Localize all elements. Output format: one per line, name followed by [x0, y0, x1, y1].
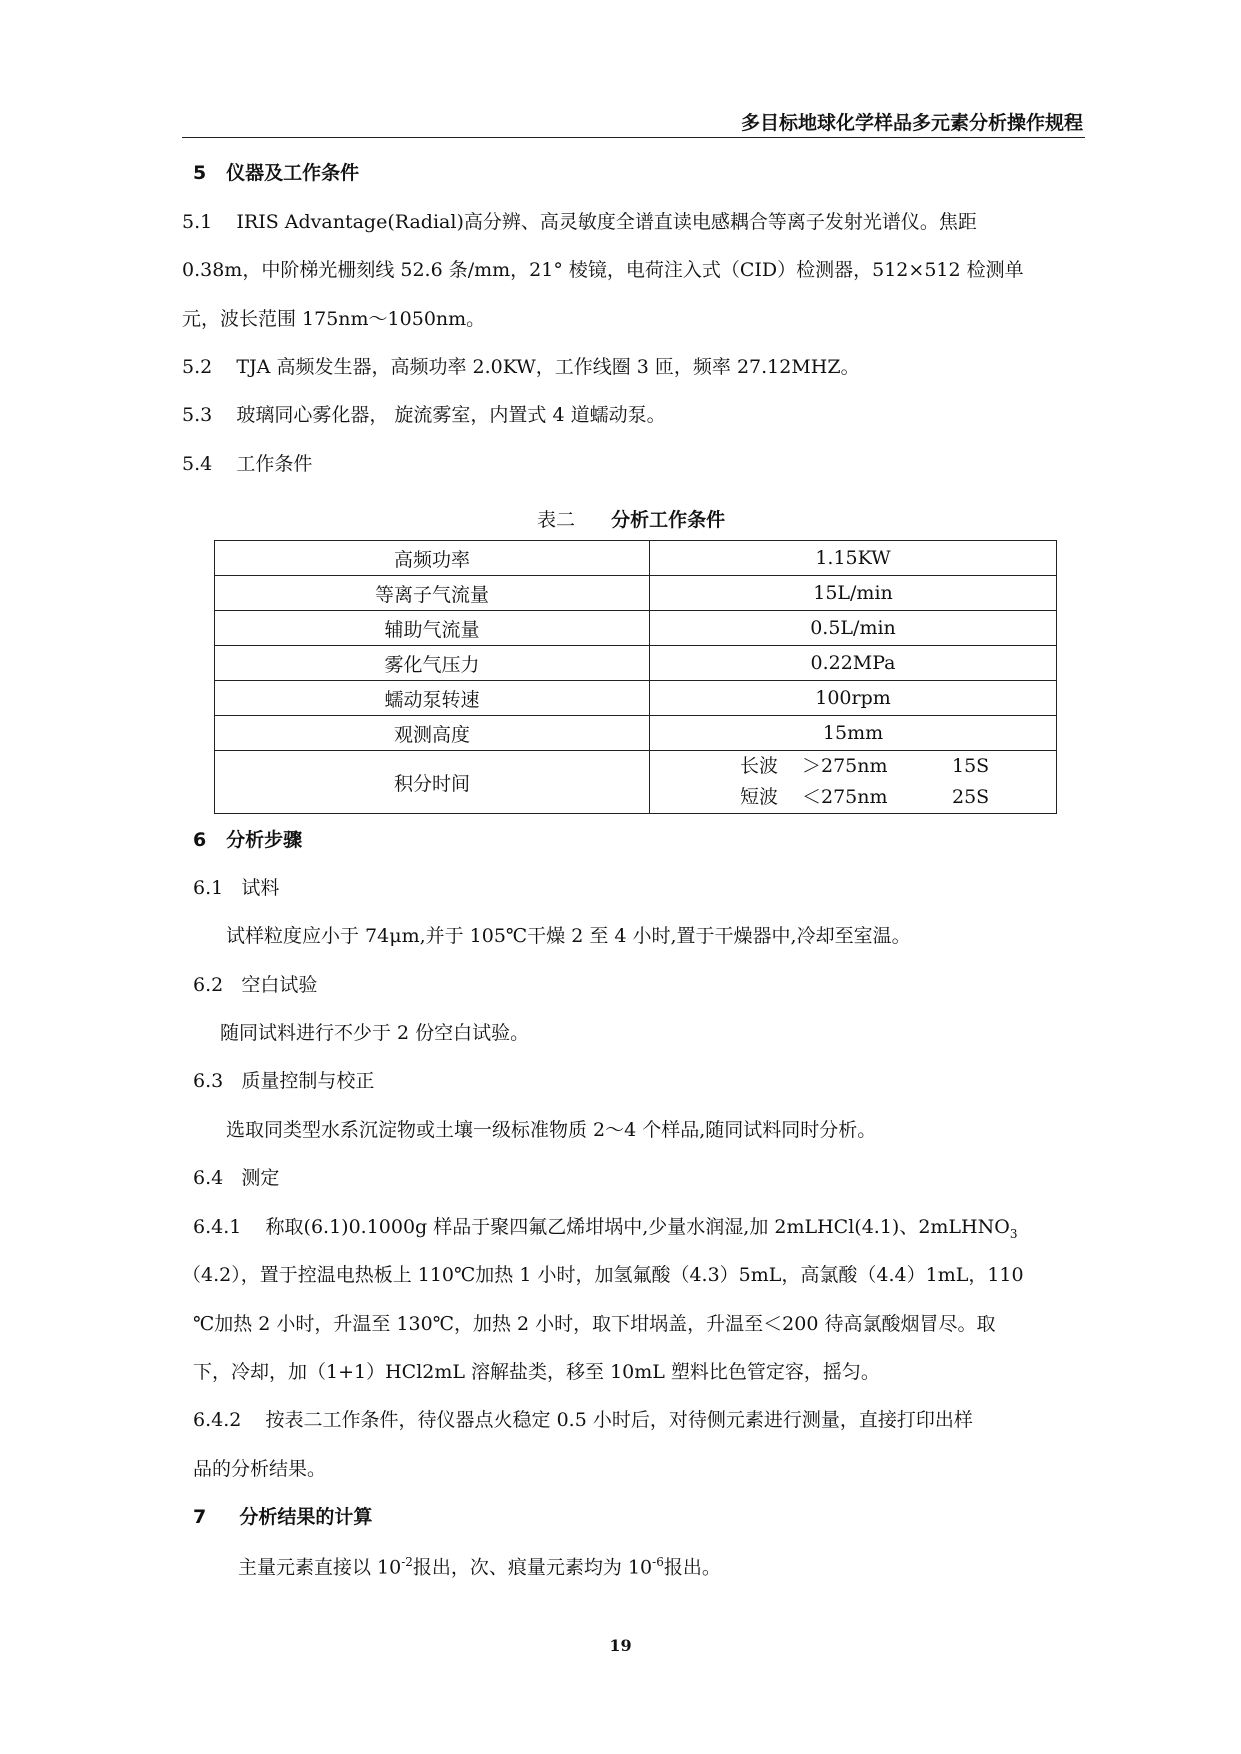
section-7-heading: [193, 1508, 372, 1527]
section-title: 分析步骤: [226, 829, 303, 851]
para-5-1-line3: 元，波长范围 175nm～1050nm。: [182, 308, 486, 330]
clause-text: IRIS Advantage(Radial)高分辨、高灵敏度全谱直读电感耦合等离子发射光谱仪。焦距: [236, 211, 977, 233]
long-wave-time: 15S: [952, 755, 990, 777]
clause-6-4-heading: [193, 1169, 279, 1188]
long-wave-line: [650, 751, 1056, 782]
value-cell: 0.22MPa: [650, 646, 1057, 681]
value-cell: 0.5L/min: [650, 611, 1057, 646]
clause-text: 玻璃同心雾化器， 旋流雾室，内置式 4 道蠕动泵。: [236, 404, 666, 426]
para-6-4-2-line2: 品的分析结果。: [193, 1458, 327, 1480]
table-row-integration: [215, 751, 1057, 814]
table-row: [215, 681, 1057, 716]
table-caption: [537, 505, 725, 532]
table-caption-number: 表二: [537, 509, 576, 531]
section-number: 7: [193, 1506, 207, 1528]
param-cell: 观测高度: [215, 716, 650, 751]
param-cell: 辅助气流量: [215, 611, 650, 646]
short-wave-line: [650, 782, 1056, 813]
para-6-4-1-line2: （4.2），置于控温电热板上 110℃加热 1 小时，加氢氟酸（4.3）5mL，高氯酸（4.4）1mL，110: [182, 1264, 1024, 1286]
clause-title: 试料: [241, 877, 280, 899]
table-caption-title: 分析工作条件: [611, 509, 726, 531]
param-cell: 雾化气压力: [215, 646, 650, 681]
clause-number: 5.3: [182, 404, 213, 426]
clause-6-3-heading: [193, 1072, 374, 1091]
para-5-1-line1: [182, 213, 977, 232]
table-row: [215, 541, 1057, 576]
long-wave-name: 长波: [740, 755, 779, 777]
integration-value-cell: [650, 751, 1057, 814]
clause-number: 6.3: [193, 1070, 224, 1092]
working-conditions-table: [214, 540, 1057, 814]
section-title: 仪器及工作条件: [226, 162, 360, 184]
short-wave-name: 短波: [740, 786, 779, 808]
short-wave-condition: ＜275nm: [802, 786, 888, 808]
clause-title: 质量控制与校正: [241, 1070, 375, 1092]
para-6-4-2-line1: [193, 1411, 973, 1430]
para-6-4-1-line1: [193, 1218, 1017, 1240]
value-cell: 15mm: [650, 716, 1057, 751]
para-6-1: 试样粒度应小于 74μm,并于 105℃干燥 2 至 4 小时,置于干燥器中,冷却至室温。: [226, 925, 911, 947]
table-row: [215, 716, 1057, 751]
short-wave-time: 25S: [952, 786, 990, 808]
text-run: 报出。: [663, 1556, 721, 1579]
clause-title: 测定: [241, 1167, 280, 1189]
para-5-1-line2: 0.38m，中阶梯光栅刻线 52.6 条/mm，21° 棱镜，电荷注入式（CID）检测器，512×512 检测单: [182, 259, 1024, 281]
text-run: 主量元素直接以 10: [238, 1556, 402, 1579]
value-cell: 100rpm: [650, 681, 1057, 716]
param-cell: 高频功率: [215, 541, 650, 576]
para-5-2: [182, 358, 860, 377]
section-5-heading: [193, 164, 359, 183]
clause-6-1-heading: [193, 879, 279, 898]
section-title: 分析结果的计算: [239, 1506, 373, 1528]
clause-number: 5.1: [182, 211, 213, 233]
param-cell: 蠕动泵转速: [215, 681, 650, 716]
para-6-4-1-line3: ℃加热 2 小时，升温至 130℃，加热 2 小时，取下坩埚盖，升温至＜200 待高氯酸烟冒尽。取: [193, 1313, 996, 1335]
clause-number: 5.4: [182, 453, 213, 475]
table-row: [215, 576, 1057, 611]
section-6-heading: [193, 831, 302, 850]
clause-text: 工作条件: [236, 453, 313, 475]
value-cell: 15L/min: [650, 576, 1057, 611]
clause-number: 6.4.1: [193, 1216, 242, 1238]
para-5-4: [182, 455, 312, 474]
clause-text: TJA 高频发生器，高频功率 2.0KW，工作线圈 3 匝，频率 27.12MHZ。: [236, 356, 860, 378]
clause-number: 6.4: [193, 1167, 224, 1189]
clause-number: 5.2: [182, 356, 213, 378]
para-7: [238, 1556, 721, 1577]
para-6-3: 选取同类型水系沉淀物或土壤一级标准物质 2～4 个样品,随同试料同时分析。: [226, 1119, 877, 1141]
superscript: -6: [652, 1555, 664, 1569]
clause-text: 按表二工作条件，待仪器点火稳定 0.5 小时后，对待侧元素进行测量，直接打印出样: [265, 1409, 973, 1431]
text-run: 报出，次、痕量元素均为 10: [412, 1556, 653, 1579]
running-header: 多目标地球化学样品多元素分析操作规程: [740, 112, 1083, 134]
section-number: 5: [193, 162, 207, 184]
clause-title: 空白试验: [241, 974, 318, 996]
clause-6-2-heading: [193, 976, 317, 995]
para-5-3: [182, 406, 666, 425]
para-6-2: 随同试料进行不少于 2 份空白试验。: [220, 1022, 530, 1044]
para-6-4-1-line4: 下，冷却，加（1+1）HCl2mL 溶解盐类，移至 10mL 塑料比色管定容，摇匀。: [193, 1361, 880, 1383]
table-row: [215, 646, 1057, 681]
subscript: 3: [1009, 1226, 1018, 1241]
long-wave-condition: ＞275nm: [802, 755, 888, 777]
superscript: -2: [401, 1555, 413, 1569]
clause-number: 6.1: [193, 877, 224, 899]
clause-number: 6.4.2: [193, 1409, 242, 1431]
page-number: 19: [609, 1636, 632, 1655]
clause-text: 称取(6.1)0.1000g 样品于聚四氟乙烯坩埚中,少量水润湿,加 2mLHCl(4.1)、2mLHNO: [265, 1216, 1010, 1238]
value-cell: 1.15KW: [650, 541, 1057, 576]
clause-number: 6.2: [193, 974, 224, 996]
header-rule: [182, 137, 1085, 138]
param-cell: 积分时间: [215, 751, 650, 814]
section-number: 6: [193, 829, 207, 851]
param-cell: 等离子气流量: [215, 576, 650, 611]
table-row: [215, 611, 1057, 646]
